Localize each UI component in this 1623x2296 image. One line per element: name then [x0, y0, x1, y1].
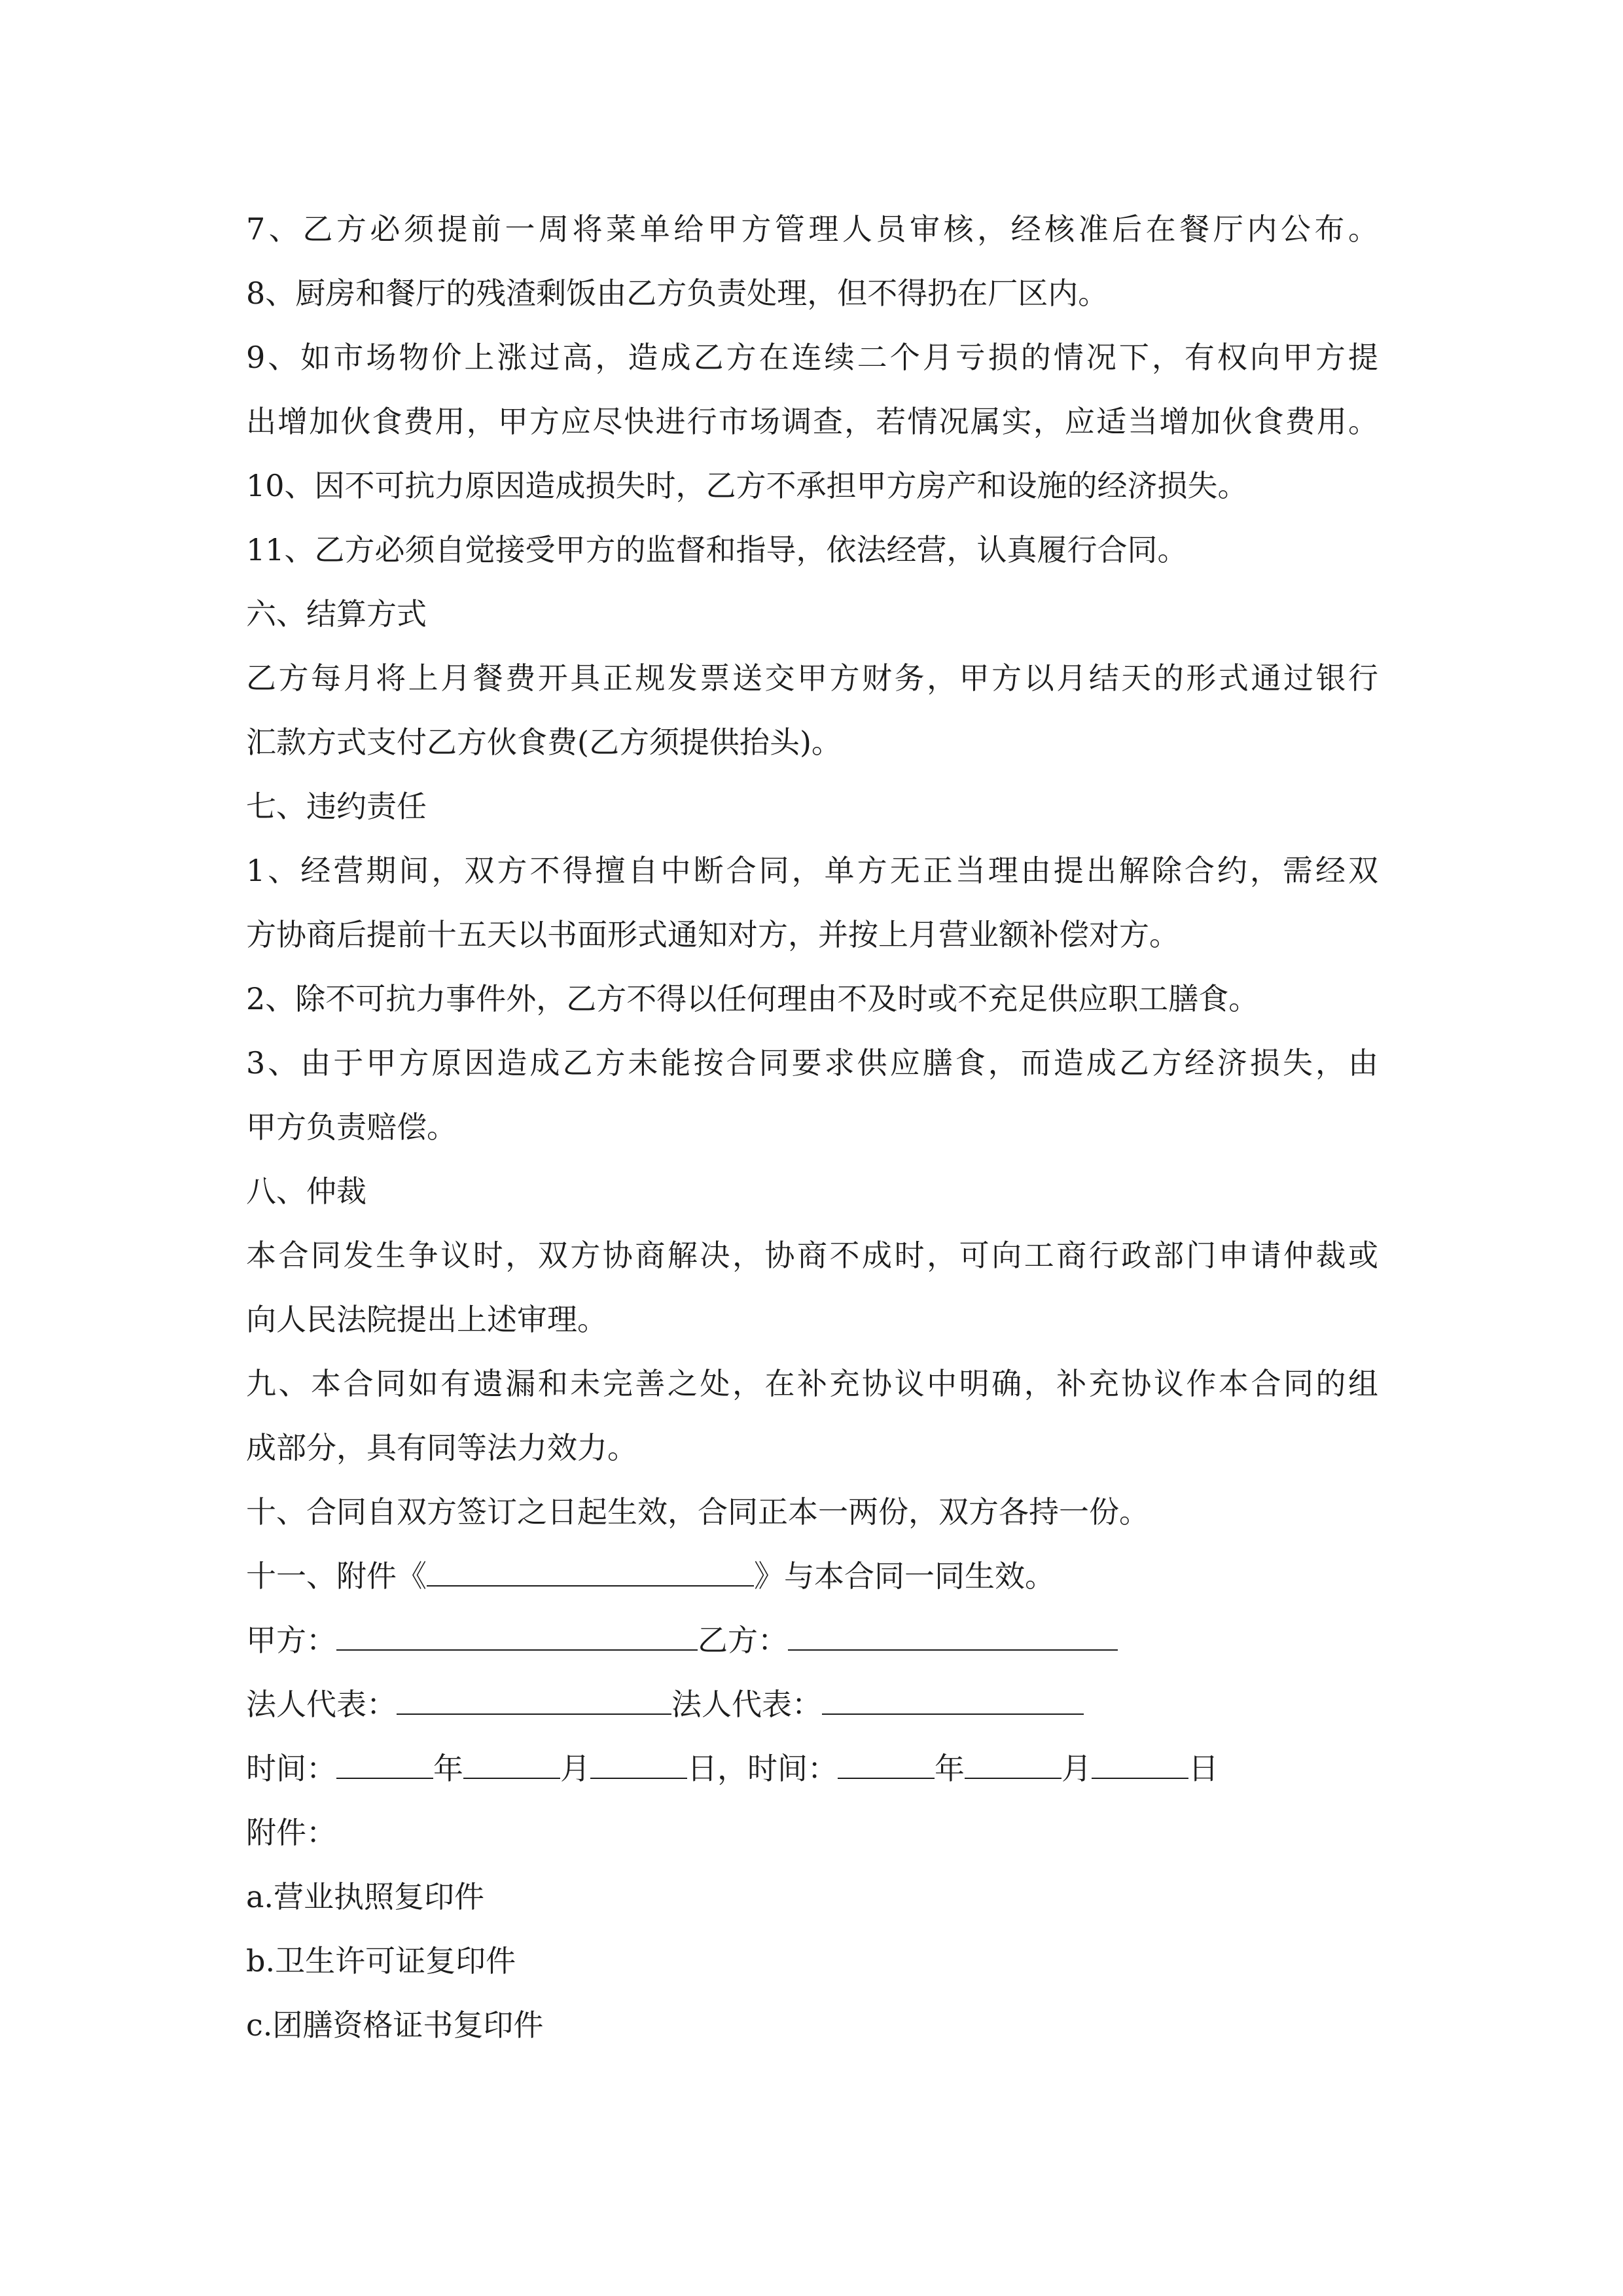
month-a-label: 月 — [560, 1751, 590, 1786]
month-b-label: 月 — [1061, 1751, 1092, 1786]
party-a-label: 甲方： — [246, 1623, 336, 1658]
arbitration-line-1: 本合同发生争议时，双方协商解决，协商不成时，可向工商行政部门申请仲裁或 — [246, 1238, 1378, 1273]
section-heading-breach: 七、违约责任 — [246, 789, 427, 824]
breach-3-line-1: 3、由于甲方原因造成乙方未能按合同要求供应膳食，而造成乙方经济损失，由 — [246, 1045, 1378, 1081]
clause-7: 7、乙方必须提前一周将菜单给甲方管理人员审核，经核准后在餐厅内公布。 — [246, 211, 1378, 247]
arbitration-line-2: 向人民法院提出上述审理。 — [246, 1302, 607, 1337]
settlement-line-1: 乙方每月将上月餐费开具正规发票送交甲方财务，甲方以月结天的形式通过银行 — [246, 660, 1378, 696]
clause-9-line-1: 9、如市场物价上涨过高，造成乙方在连续二个月亏损的情况下，有权向甲方提 — [246, 340, 1378, 375]
date-signature-row — [246, 1742, 1219, 1795]
party-signature-row — [246, 1614, 1118, 1666]
attachment-item: b.卫生许可证复印件 — [246, 1943, 516, 1979]
clause-11: 11、乙方必须自觉接受甲方的监督和指导，依法经营，认真履行合同。 — [246, 532, 1188, 567]
attachment-clause-suffix: 》与本合同一同生效。 — [754, 1558, 1055, 1594]
representative-signature-row — [246, 1678, 1084, 1731]
breach-1-line-1: 1、经营期间，双方不得擅自中断合同，单方无正当理由提出解除合约，需经双 — [246, 853, 1378, 888]
breach-1-line-2: 方协商后提前十五天以书面形式通知对方，并按上月营业额补偿对方。 — [246, 917, 1179, 952]
rep-b-blank[interactable] — [822, 1679, 1084, 1715]
attachment-item: a.营业执照复印件 — [246, 1879, 485, 1914]
clause-9-line-2: 出增加伙食费用，甲方应尽快进行市场调查，若情况属实，应适当增加伙食费用。 — [246, 404, 1378, 439]
section-heading-settlement: 六、结算方式 — [246, 596, 427, 632]
month-a-blank[interactable] — [463, 1744, 560, 1779]
settlement-line-2: 汇款方式支付乙方伙食费(乙方须提供抬头)。 — [246, 725, 842, 760]
party-b-label: 乙方： — [698, 1623, 788, 1658]
month-b-blank[interactable] — [965, 1744, 1061, 1779]
clause-nine-line-1: 九、本合同如有遗漏和未完善之处，在补充协议中明确，补充协议作本合同的组 — [246, 1366, 1378, 1401]
breach-3-line-2: 甲方负责赔偿。 — [246, 1109, 457, 1145]
year-a-label: 年 — [433, 1751, 463, 1786]
day-b-label: 日 — [1188, 1751, 1219, 1786]
breach-2: 2、除不可抗力事件外，乙方不得以任何理由不及时或不充足供应职工膳食。 — [246, 981, 1259, 1016]
section-heading-arbitration: 八、仲裁 — [246, 1174, 366, 1209]
rep-a-label: 法人代表： — [246, 1687, 397, 1722]
rep-b-label: 法人代表： — [671, 1687, 822, 1722]
time-b-label: ，时间： — [717, 1751, 838, 1786]
year-b-blank[interactable] — [838, 1744, 935, 1779]
clause-10: 10、因不可抗力原因造成损失时，乙方不承担甲方房产和设施的经济损失。 — [246, 468, 1248, 503]
day-a-blank[interactable] — [590, 1744, 687, 1779]
clause-8: 8、厨房和餐厅的残渣剩饭由乙方负责处理，但不得扔在厂区内。 — [246, 276, 1109, 311]
party-b-blank[interactable] — [788, 1615, 1118, 1651]
year-b-label: 年 — [935, 1751, 965, 1786]
clause-nine-line-2: 成部分，具有同等法力效力。 — [246, 1430, 637, 1465]
attachment-name-blank[interactable] — [427, 1551, 754, 1587]
year-a-blank[interactable] — [336, 1744, 433, 1779]
clause-eleven — [246, 1550, 1055, 1602]
rep-a-blank[interactable] — [397, 1679, 671, 1715]
party-a-blank[interactable] — [336, 1615, 698, 1651]
day-b-blank[interactable] — [1092, 1744, 1188, 1779]
clause-ten: 十、合同自双方签订之日起生效，合同正本一两份，双方各持一份。 — [246, 1494, 1149, 1530]
attachments-title: 附件： — [246, 1815, 336, 1850]
time-a-label: 时间： — [246, 1751, 336, 1786]
day-a-label: 日 — [687, 1751, 717, 1786]
attachment-clause-prefix: 十一、附件《 — [246, 1558, 427, 1594]
attachment-item: c.团膳资格证书复印件 — [246, 2007, 544, 2043]
